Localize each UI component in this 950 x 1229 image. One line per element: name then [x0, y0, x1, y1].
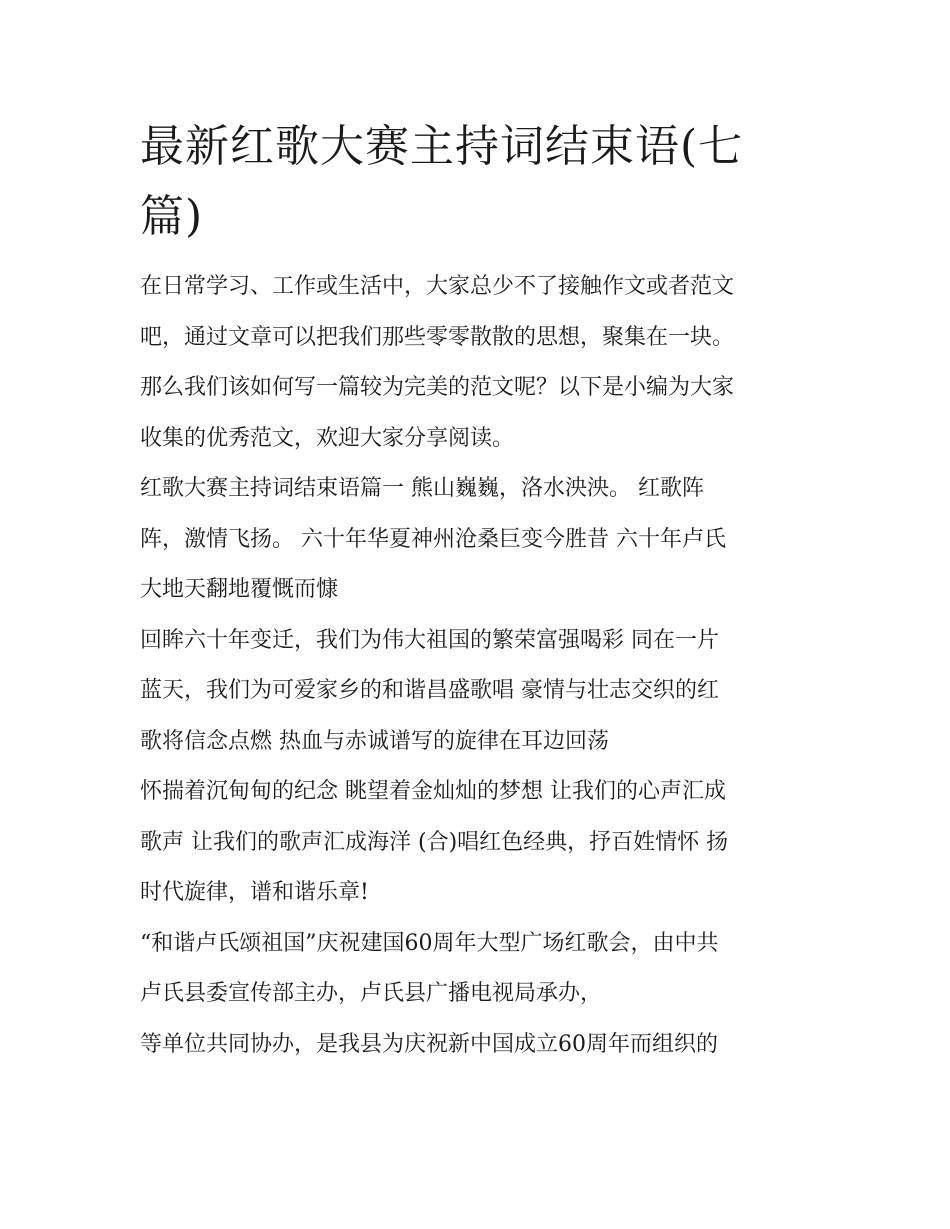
text-line: 大地天翻地覆慨而慷	[140, 577, 339, 602]
text-line: 等单位共同协办，是我县为庆祝新中国成立60周年而组织的	[140, 1031, 718, 1057]
paragraph-event	[140, 919, 820, 1020]
title-line: 篇)	[140, 191, 204, 242]
text-line: 蓝天，我们为可爱家乡的和谐昌盛歌唱 豪情与壮志交织的红	[140, 678, 719, 703]
document-page	[140, 112, 820, 1070]
text-line: 回眸六十年变迁，我们为伟大祖国的繁荣富强喝彩 同在一片	[140, 627, 719, 653]
text-line: 时代旋律，谱和谐乐章!	[140, 880, 369, 905]
text-line: “和谐卢氏颂祖国”庆祝建国60周年大型广场红歌会，由中共	[140, 930, 719, 956]
text-line: 阵，激情飞扬。 六十年华夏神州沧桑巨变今胜昔 六十年卢氏	[140, 526, 726, 552]
text-line: 红歌大赛主持词结束语篇一 熊山巍巍，洛水泱泱。 红歌阵	[140, 476, 704, 501]
text-line: 收集的优秀范文，欢迎大家分享阅读。	[140, 425, 515, 451]
text-line: 在日常学习、工作或生活中，大家总少不了接触作文或者范文	[140, 274, 735, 299]
text-line: 歌声 让我们的歌声汇成海洋 (合)唱红色经典，抒百姓情怀 扬	[140, 829, 729, 855]
paragraph-retrospect	[140, 616, 820, 768]
paragraph-dream	[140, 767, 820, 919]
paragraph-section-one	[140, 464, 820, 616]
text-line: 卢氏县委宣传部主办，卢氏县广播电视局承办，	[140, 981, 603, 1006]
paragraph-co-organizers	[140, 1020, 820, 1071]
title-line: 最新红歌大赛主持词结束语(七	[140, 121, 744, 172]
text-line: 那么我们该如何写一篇较为完美的范文呢？以下是小编为大家	[140, 375, 735, 400]
document-title	[140, 112, 820, 252]
text-line: 怀揣着沉甸甸的纪念 眺望着金灿灿的梦想 让我们的心声汇成	[140, 779, 726, 804]
text-line: 吧，通过文章可以把我们那些零零散散的思想，聚集在一块。	[140, 324, 735, 350]
paragraph-intro	[140, 262, 820, 464]
text-line: 歌将信念点燃 热血与赤诚谱写的旋律在耳边回荡	[140, 728, 609, 754]
